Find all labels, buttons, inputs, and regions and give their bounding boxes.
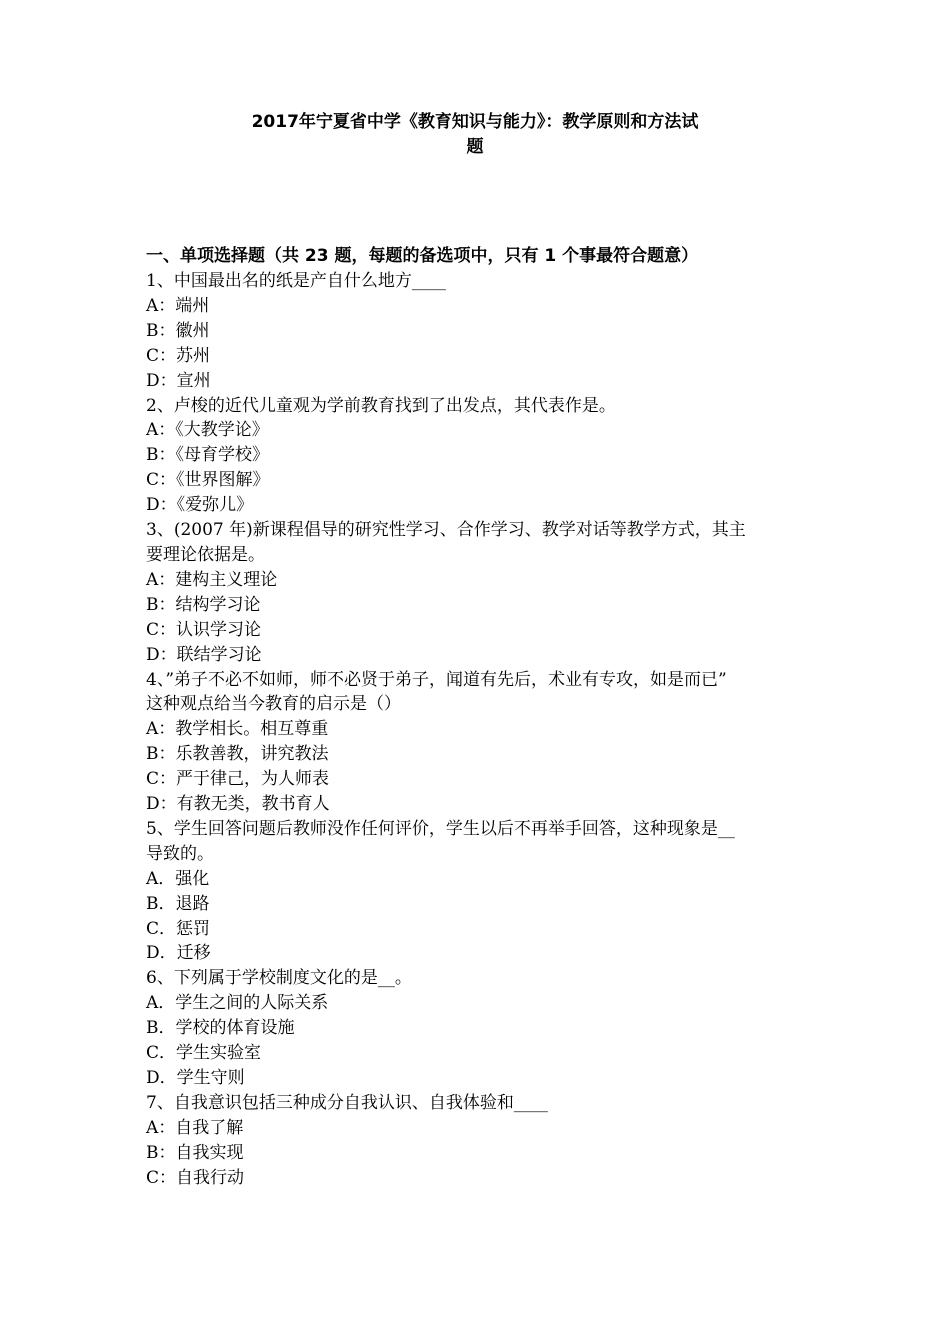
section-heading: 一、单项选择题（共 23 题，每题的备选项中，只有 1 个事最符合题意）: [146, 246, 699, 266]
text-line: B．退路: [146, 893, 210, 914]
text-line: B：结构学习论: [146, 594, 261, 615]
text-line: B：乐教善教，讲究教法: [146, 744, 329, 765]
text-line: A：自我了解: [146, 1117, 244, 1138]
text-line: A：建构主义理论: [146, 569, 278, 590]
text-line: C：苏州: [146, 345, 211, 366]
text-line: A．学生之间的人际关系: [146, 993, 329, 1014]
text-line: B．学校的体育设施: [146, 1018, 295, 1039]
title-line-2: 题: [466, 136, 484, 157]
text-line: A．强化: [146, 868, 210, 889]
text-line: A：教学相长。相互尊重: [146, 719, 329, 740]
text-line: D：《爱弥儿》: [146, 495, 254, 516]
text-line: 3、(2007 年)新课程倡导的研究性学习、合作学习、教学对话等教学方式，其主: [146, 520, 746, 541]
document-body: [146, 244, 811, 1191]
text-line: D．学生守则: [146, 1068, 245, 1088]
text-line: B：自我实现: [146, 1142, 244, 1163]
text-line: 这种观点给当今教育的启示是（）: [146, 694, 401, 715]
text-line: C．惩罚: [146, 918, 211, 939]
text-line: C：自我行动: [146, 1167, 245, 1188]
text-line: C：严于律己，为人师表: [146, 769, 330, 790]
text-line: 要理论依据是。: [146, 544, 265, 565]
text-line: 6、下列属于学校制度文化的是__。: [146, 968, 412, 989]
text-line: 7、自我意识包括三种成分自我认识、自我体验和____: [146, 1092, 548, 1113]
text-line: 导致的。: [146, 843, 214, 864]
text-line: 4、”弟子不必不如师，师不必贤于弟子，闻道有先后，术业有专攻，如是而已”: [146, 669, 727, 690]
text-line: C：认识学习论: [146, 619, 262, 640]
text-line: D．迁移: [146, 943, 211, 964]
text-line: C．学生实验室: [146, 1043, 262, 1064]
text-line: D：有教无类，教书育人: [146, 794, 330, 815]
title-line-1: 2017年宁夏省中学《教育知识与能力》：教学原则和方法试: [251, 112, 699, 132]
text-line: 2、卢梭的近代儿童观为学前教育找到了出发点，其代表作是。: [146, 395, 616, 416]
text-line: D：联结学习论: [146, 644, 262, 665]
text-line: 5、学生回答问题后教师没作任何评价，学生以后不再举手回答，这种现象是__: [146, 818, 735, 839]
text-line: 1、中国最出名的纸是产自什么地方____: [146, 271, 446, 291]
text-line: C：《世界图解》: [146, 470, 270, 491]
text-line: B：徽州: [146, 320, 210, 341]
document-title: [140, 110, 810, 160]
question-list: [146, 269, 811, 1191]
text-line: B：《母育学校》: [146, 445, 269, 466]
text-line: A：端州: [146, 295, 210, 316]
text-line: D：宣州: [146, 370, 211, 391]
text-line: A：《大教学论》: [146, 420, 269, 441]
